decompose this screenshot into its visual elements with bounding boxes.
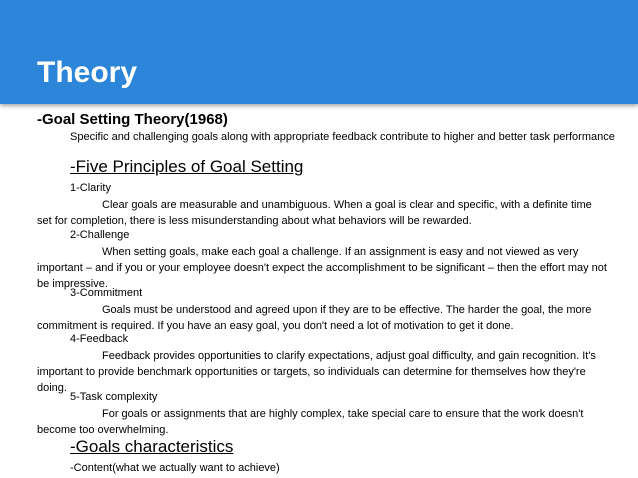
principle-label: 2-Challenge [70,229,130,241]
principle-text: Feedback provides opportunities to clarify expectations, adjust goal difficulty, and gain recognition. It's important to provide benchmark opportunities or targets, so individuals can determine for themselves how they're doing. [37,350,596,394]
principle-text: Goals must be understood and agreed upon if they are to be effective. The harder the goal, the more commitment is required. If you have an easy goal, you don't need a lot of motivation to get it done. [37,304,592,332]
principle-label: 1-Clarity [70,182,111,194]
section-title: -Goal Setting Theory(1968) [37,111,228,128]
characteristics-item: -Content(what we actually want to achieve) [70,462,280,474]
principles-heading: -Five Principles of Goal Setting [70,157,304,176]
principle-text: Clear goals are measurable and unambiguous. When a goal is clear and specific, with a definite time set for completion, there is less misunderstanding about what behaviors will be rewarded. [37,199,592,227]
principle-text: For goals or assignments that are highly complex, take special care to ensure that the work doesn't become too overwhelming. [37,408,584,436]
intro-text: Specific and challenging goals along with appropriate feedback contribute to higher and better task performance [70,131,615,143]
principle-label: 5-Task complexity [70,391,158,403]
characteristics-heading: -Goals characteristics [70,437,234,456]
slide-title: Theory [37,56,138,89]
principle-label: 3-Commitment [70,287,143,299]
principle-label: 4-Feedback [70,333,129,345]
principle-text: When setting goals, make each goal a challenge. If an assignment is easy and not viewed as very important – and if you or your employee doesn't expect the accomplishment to be significant – then the effort may not be impressive. [37,246,607,290]
